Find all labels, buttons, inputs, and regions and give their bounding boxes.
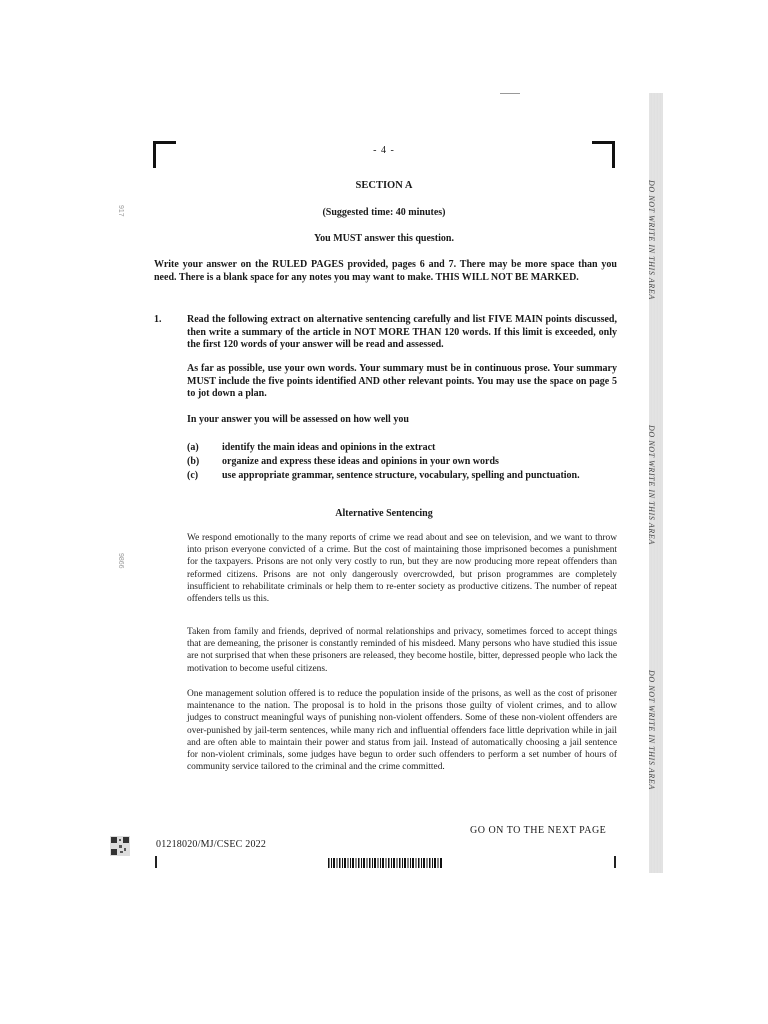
question-text: Read the following extract on alternative sentencing carefully and list FIVE MAIN points discussed, then write a summary of the article in NOT MORE THAN 120 words. If this limit is exceeded, only the first 120 words of your answer will be read and assessed.: [187, 314, 617, 351]
criteria-marker: (a): [187, 442, 199, 453]
article-title: Alternative Sentencing: [335, 508, 433, 519]
own-words-instruction: As far as possible, use your own words. Your summary must be in continuous prose. Your summary MUST include the five points identified AND other relevant points. You may use the space on page 5 to jot down a plan.: [187, 363, 617, 400]
left-margin-mark: 9866: [117, 553, 124, 569]
criteria-marker: (c): [187, 470, 199, 481]
criteria-item: [187, 455, 627, 469]
assessment-intro: In your answer you will be assessed on how well you: [187, 414, 409, 425]
article-paragraph: One management solution offered is to reduce the population inside of the prisons, as well as the cost of prisoner maintenance to the nation. The proposal is to hold in the prisons those guilty of violent crimes, and to allow judges to construct meaningful ways of punishing non-violent offenders. Some of these non-violent offenders are over-punished by jail-term sentences, while many rich and influential offenders face little deprivation while in jail and are often able to maintain their power and status from jail. Instead of automatically choosing a jail sentence for non-violent criminals, some judges have begun to order such offenders to perform a set number of hours of community service tailored to the criminal and the crime committed.: [187, 689, 617, 773]
criteria-marker: (b): [187, 456, 200, 467]
page-number: - 4 -: [373, 145, 395, 156]
criteria-item: [187, 441, 627, 455]
suggested-time: (Suggested time: 40 minutes): [322, 207, 446, 218]
margin-warning-text: DO NOT WRITE IN THIS AREA: [647, 670, 656, 790]
margin-warning-text: DO NOT WRITE IN THIS AREA: [647, 180, 656, 300]
article-paragraph: Taken from family and friends, deprived of normal relationships and privacy, sometimes forced to accept things that are demeaning, the prisoner is constantly reminded of his misdeed. Many persons who have studied this issue are not surprised that when these prisoners are released, they become hostile, bitter, depressed people who lack the motivation to become useful citizens.: [187, 627, 617, 674]
qr-code-icon: [110, 836, 130, 856]
paper-code: 01218020/MJ/CSEC 2022: [156, 839, 267, 850]
left-margin-mark: 917: [117, 205, 124, 217]
criteria-item: [187, 469, 627, 483]
section-title: SECTION A: [355, 180, 413, 191]
margin-warning-text: DO NOT WRITE IN THIS AREA: [647, 425, 656, 545]
criteria-text: identify the main ideas and opinions in the extract: [222, 442, 436, 453]
barcode: [328, 858, 442, 868]
instructions-paragraph: Write your answer on the RULED PAGES provided, pages 6 and 7. There may be more space than you need. There is a blank space for any notes you may want to make. THIS WILL NOT BE MARKED.: [154, 259, 617, 283]
question-number: 1.: [154, 314, 162, 325]
criteria-text: use appropriate grammar, sentence structure, vocabulary, spelling and punctuation.: [222, 470, 580, 481]
go-on-notice: GO ON TO THE NEXT PAGE: [470, 825, 607, 836]
assessment-criteria-list: [187, 441, 627, 483]
registration-tick-right: [614, 856, 616, 868]
must-answer-note: You MUST answer this question.: [314, 233, 454, 244]
article-paragraph: We respond emotionally to the many reports of crime we read about and see on television, and we want to throw into prison everyone convicted of a crime. But the cost of maintaining those imprisoned becomes a punishment for the taxpayers. Prisons are not only very costly to run, but they are now producing more repeat offenders than reformed citizens. Prisons are not only dangerously overcrowded, but prison programmes are completely insufficient to rehabilitate criminals or help them to re-enter society as productive citizens. The number of repeat offenders tells us this.: [187, 533, 617, 605]
scan-mark: [500, 93, 520, 94]
registration-tick-left: [155, 856, 157, 868]
criteria-text: organize and express these ideas and opinions in your own words: [222, 456, 499, 467]
